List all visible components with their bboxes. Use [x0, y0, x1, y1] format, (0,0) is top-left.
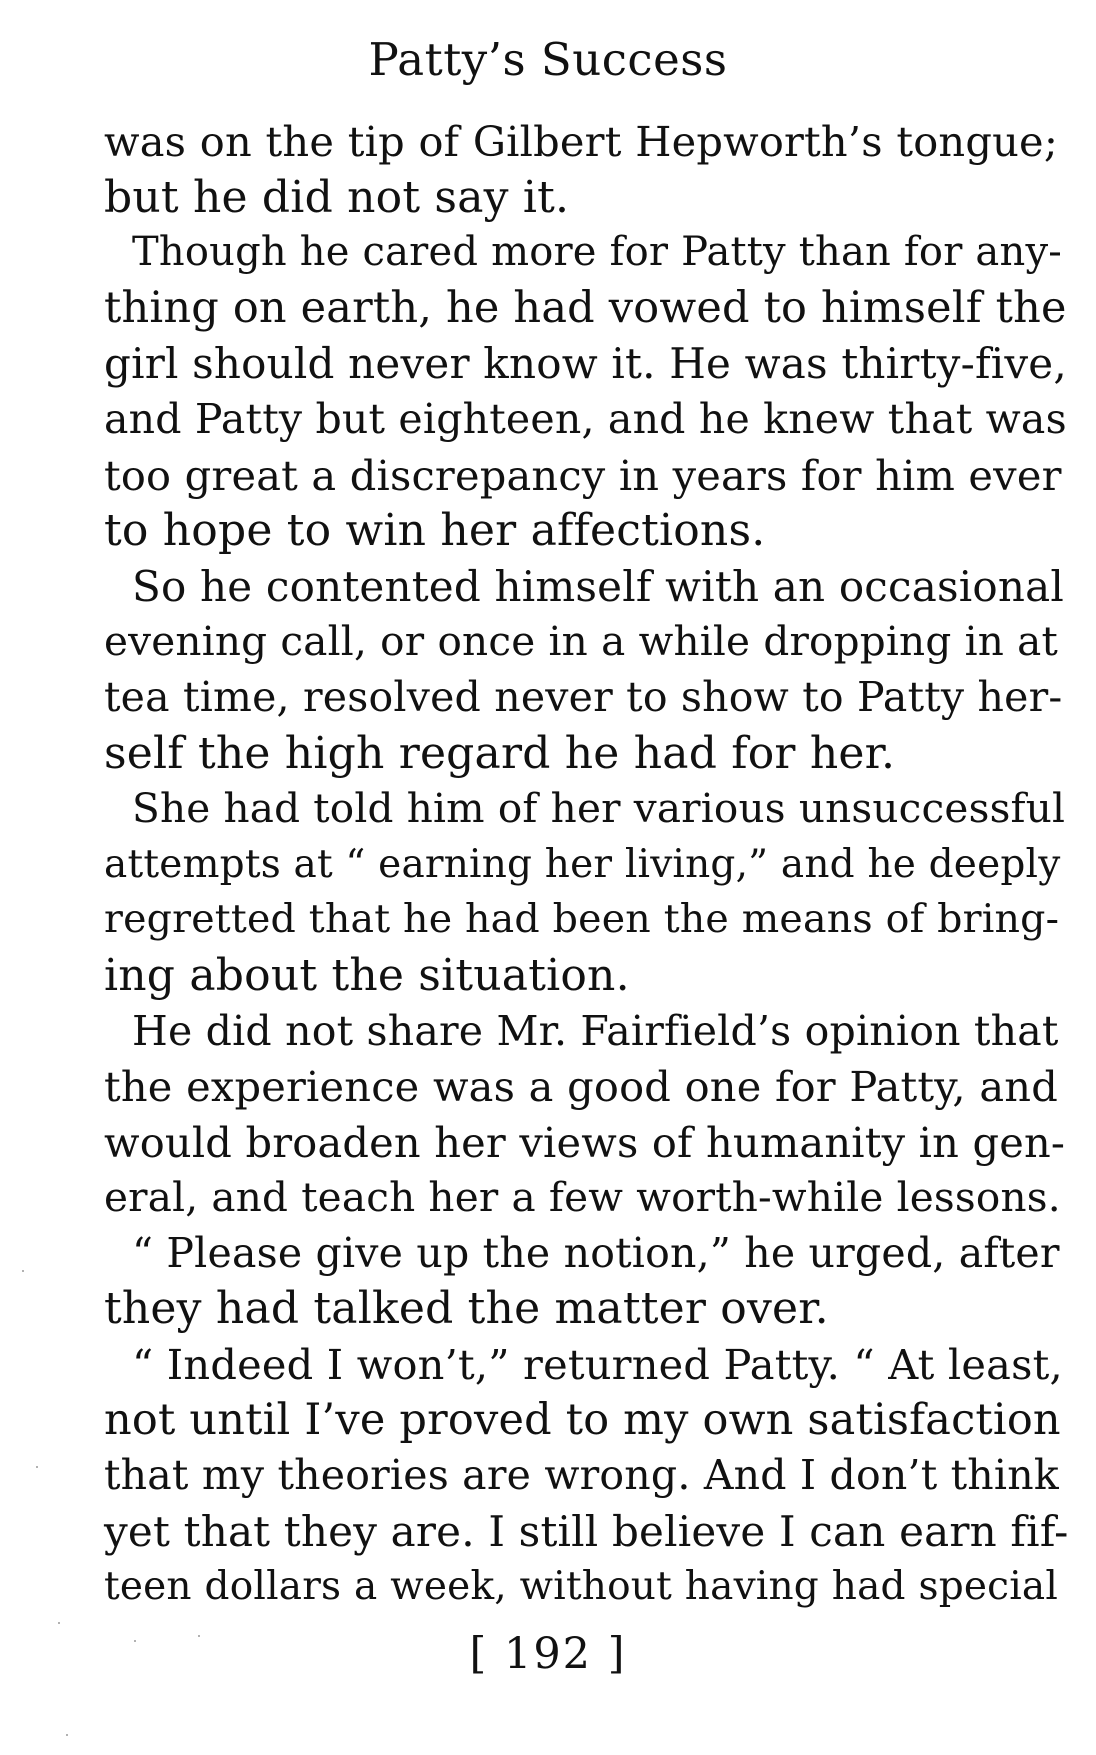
text-line: and Patty but eighteen, and he knew that was	[104, 394, 1067, 443]
text-line: but he did not say it.	[104, 171, 570, 223]
text-line: would broaden her views of humanity in gen-	[104, 1117, 1066, 1167]
paper-speck	[22, 1270, 24, 1272]
text-line: the experience was a good one for Patty, and	[104, 1062, 1058, 1112]
text-line: So he contented himself with an occasional	[132, 561, 1064, 611]
text-line: they had talked the matter over.	[104, 1283, 829, 1335]
text-line: ing about the situation.	[104, 949, 630, 1001]
paper-speck	[36, 1466, 38, 1468]
text-line: “ Please give up the notion,” he urged, after	[132, 1228, 1060, 1277]
text-line: that my theories are wrong. And I don’t think	[104, 1451, 1059, 1500]
paper-speck	[58, 1622, 60, 1624]
text-line: Though he cared more for Patty than for any-	[132, 229, 1062, 276]
body-text	[104, 114, 1069, 1615]
text-line: yet that they are. I still believe I can earn fif-	[104, 1506, 1069, 1556]
text-line: evening call, or once in a while dropping in at	[104, 617, 1058, 666]
paper-speck	[66, 1734, 68, 1736]
text-line: He did not share Mr. Fairfield’s opinion that	[132, 1006, 1059, 1055]
page-number: [ 192 ]	[469, 1629, 627, 1679]
text-line: “ Indeed I won’t,” returned Patty. “ At least,	[132, 1340, 1063, 1390]
text-line: not until I’ve proved to my own satisfaction	[104, 1394, 1061, 1445]
running-head: Patty’s Success	[368, 33, 728, 86]
text-line: to hope to win her affections.	[104, 505, 766, 557]
text-line: regretted that he had been the means of bring-	[104, 896, 1060, 943]
paper-speck	[134, 1640, 136, 1642]
text-line: thing on earth, he had vowed to himself the	[104, 282, 1067, 333]
text-line: tea time, resolved never to show to Patty her-	[104, 672, 1063, 721]
text-line: She had told him of her various unsuccessful	[132, 784, 1066, 833]
text-line: attempts at “ earning her living,” and he deeply	[104, 841, 1061, 887]
text-line: was on the tip of Gilbert Hepworth’s tongue;	[104, 117, 1058, 166]
text-line: too great a discrepancy in years for him ever	[104, 450, 1062, 500]
paper-speck	[198, 1635, 200, 1637]
text-line: girl should never know it. He was thirty-five,	[104, 339, 1067, 389]
text-line: teen dollars a week, without having had special	[104, 1564, 1058, 1610]
text-line: self the high regard he had for her.	[104, 727, 896, 779]
text-line: eral, and teach her a few worth-while lessons.	[104, 1173, 1061, 1222]
